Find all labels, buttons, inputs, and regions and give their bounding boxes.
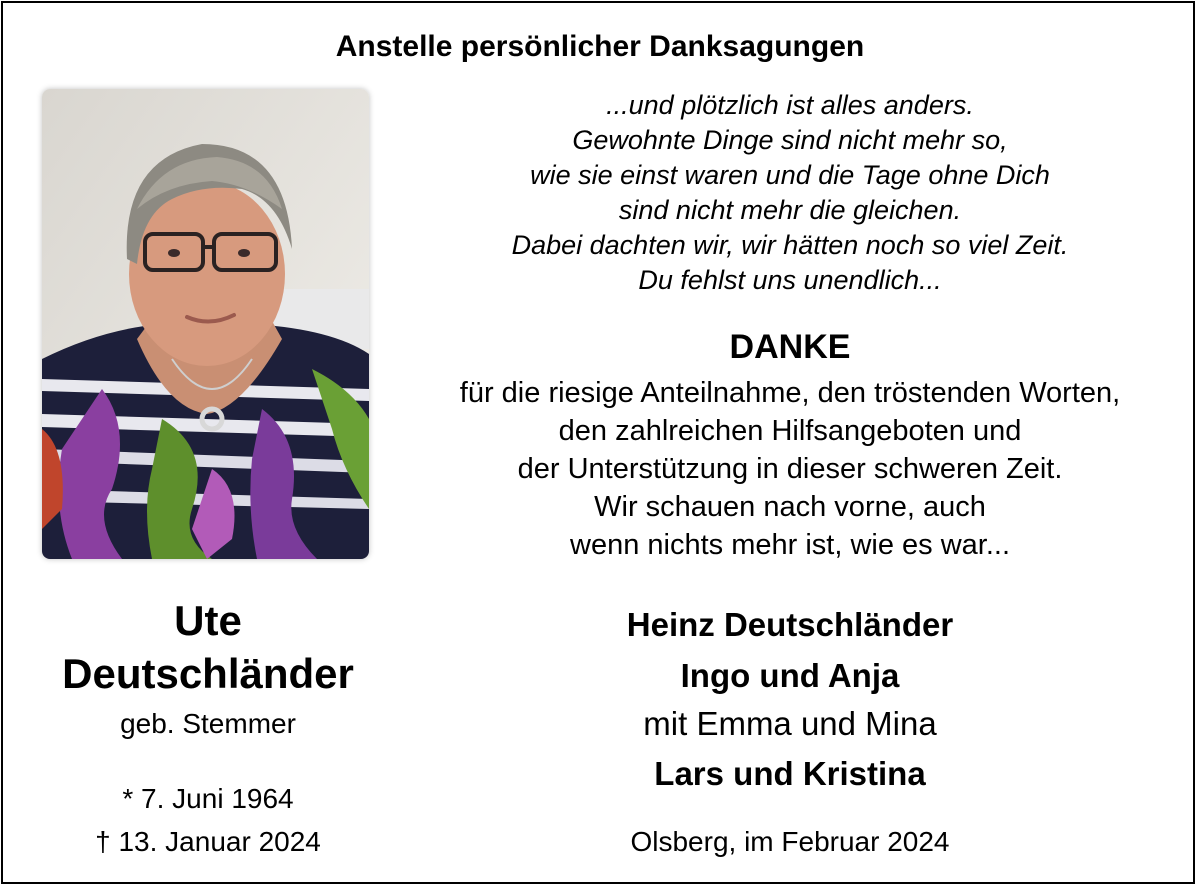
poem bbox=[400, 88, 1180, 298]
signer-lars-kristina: Lars und Kristina bbox=[654, 755, 926, 792]
signer-ingo-anja: Ingo und Anja bbox=[680, 657, 900, 694]
danke-heading: DANKE bbox=[729, 328, 851, 366]
poem-line: wie sie einst waren und die Tage ohne Dich bbox=[530, 160, 1050, 190]
poem-line: Du fehlst uns unendlich... bbox=[638, 265, 942, 295]
thanks-line: Wir schauen nach vorne, auch bbox=[594, 491, 986, 523]
poem-line: Gewohnte Dinge sind nicht mehr so, bbox=[572, 125, 1008, 155]
deceased-last-name: Deutschländer bbox=[62, 650, 354, 697]
thanks-line: den zahlreichen Hilfsangeboten und bbox=[558, 415, 1022, 447]
thanks-line: wenn nichts mehr ist, wie es war... bbox=[570, 529, 1010, 561]
birth-date: * 7. Juni 1964 bbox=[122, 783, 294, 814]
place-date: Olsberg, im Februar 2024 bbox=[630, 826, 950, 857]
thanks-line: für die riesige Anteilnahme, den tröstenden Worten, bbox=[459, 377, 1121, 409]
thanks-line: der Unterstützung in dieser schweren Zeit. bbox=[517, 453, 1063, 485]
poem-line: ...und plötzlich ist alles anders. bbox=[606, 90, 974, 120]
card-heading: Anstelle persönlicher Danksagungen bbox=[335, 30, 865, 63]
maiden-name: geb. Stemmer bbox=[120, 708, 296, 739]
death-date: † 13. Januar 2024 bbox=[95, 826, 321, 857]
signer-heinz: Heinz Deutschländer bbox=[626, 606, 954, 643]
portrait-photo bbox=[42, 89, 369, 559]
poem-line: sind nicht mehr die gleichen. bbox=[618, 195, 962, 225]
poem-line: Dabei dachten wir, wir hätten noch so viel Zeit. bbox=[511, 230, 1069, 260]
thanks-text bbox=[400, 374, 1180, 564]
signer-emma-mina: mit Emma und Mina bbox=[643, 705, 937, 742]
deceased-first-name: Ute bbox=[174, 597, 242, 644]
